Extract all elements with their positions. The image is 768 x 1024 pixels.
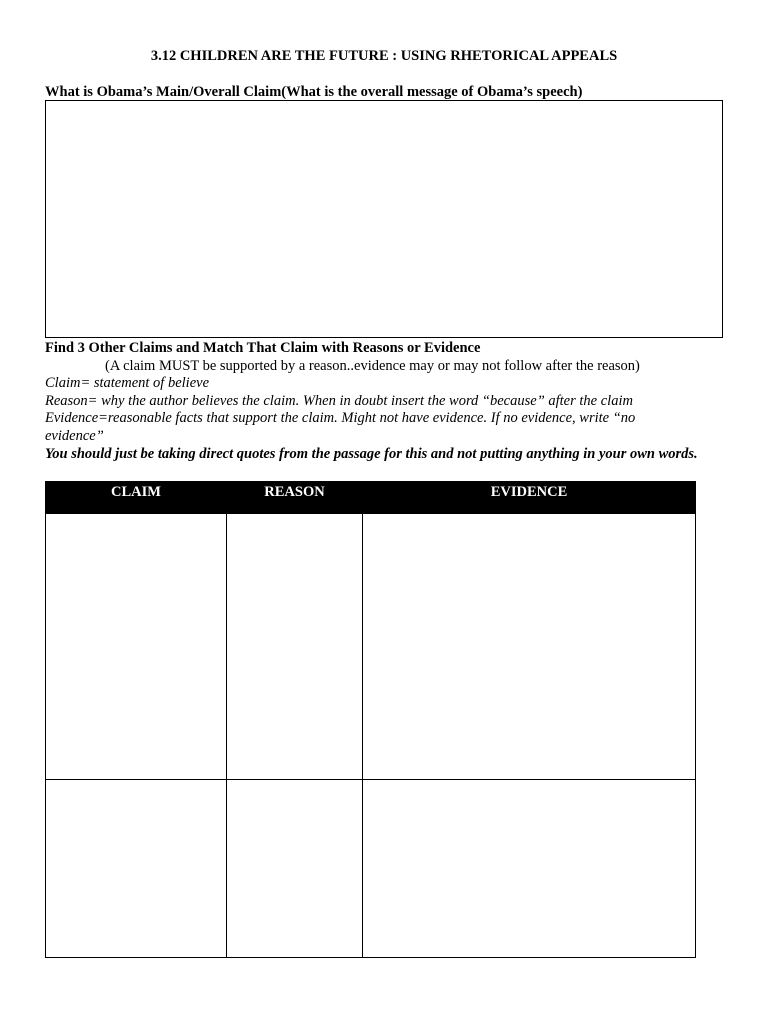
claim-cell[interactable] <box>46 514 227 780</box>
header-claim: CLAIM <box>46 482 227 514</box>
reason-cell[interactable] <box>227 514 363 780</box>
main-claim-answer-box[interactable] <box>45 100 723 338</box>
main-claim-prompt: What is Obama’s Main/Overall Claim(What is the overall message of Obama’s speech) <box>45 84 583 100</box>
evidence-cell[interactable] <box>363 514 696 780</box>
table-header-row <box>46 482 696 514</box>
claims-note: (A claim MUST be supported by a reason..evidence may or may not follow after the reason) <box>105 358 640 374</box>
header-reason: REASON <box>227 482 363 514</box>
evidence-cell[interactable] <box>363 780 696 958</box>
table-row <box>46 514 696 780</box>
table-row <box>46 780 696 958</box>
definition-evidence: Evidence=reasonable facts that support the claim. Might not have evidence. If no evidence, write “no evidence” <box>45 410 636 444</box>
quote-instruction: You should just be taking direct quotes from the passage for this and not putting anything in your own words. <box>45 446 698 462</box>
claim-cell[interactable] <box>46 780 227 958</box>
header-evidence: EVIDENCE <box>363 482 696 514</box>
definition-claim: Claim= statement of believe <box>45 375 210 391</box>
claims-table <box>45 481 696 958</box>
claims-section-heading: Find 3 Other Claims and Match That Claim with Reasons or Evidence <box>45 340 481 356</box>
page-title: 3.12 CHILDREN ARE THE FUTURE : USING RHETORICAL APPEALS <box>150 48 618 64</box>
definition-reason: Reason= why the author believes the claim. When in doubt insert the word “because” after the claim <box>45 392 633 409</box>
reason-cell[interactable] <box>227 780 363 958</box>
definitions <box>45 375 695 445</box>
